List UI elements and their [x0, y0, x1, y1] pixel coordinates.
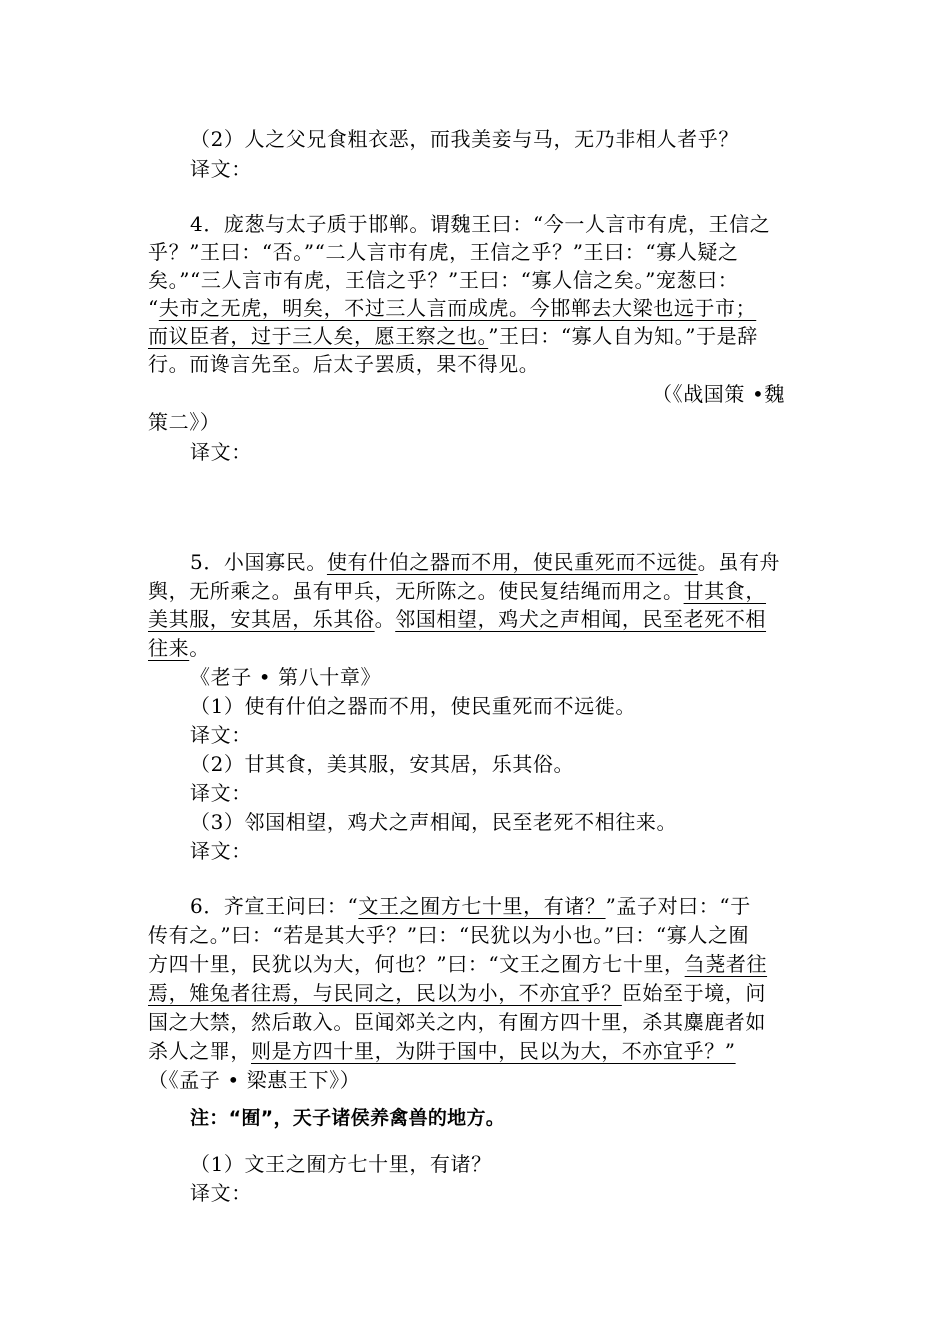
text-run: 行。而谗言先至。后太子罢质，果不得见。	[148, 352, 540, 376]
text-run: 臣始至于境，问	[621, 981, 767, 1005]
text-run: 5．小国寡民。	[190, 550, 327, 574]
text-run: 。	[189, 636, 210, 660]
text-line	[148, 979, 766, 1007]
text-line	[148, 577, 766, 605]
text-run: 注：“囿”，天子诸侯养禽兽的地方。	[190, 1107, 506, 1129]
text-run: 方四十里，民犹以为大，何也？”曰：“文王之囿方七十里，	[148, 952, 685, 976]
underlined-text: 刍荛者往	[684, 952, 768, 976]
text-run: （1）使有什伯之器而不用，使民重死而不远徙。	[190, 694, 636, 718]
text-run: 杀人之罪，	[148, 1039, 251, 1063]
text-run: 译文：	[190, 440, 252, 464]
text-line	[148, 238, 739, 266]
text-line	[190, 1179, 252, 1207]
text-line	[148, 605, 766, 633]
underlined-text: 则是方四十里，为阱于国中，民以为大，不亦宜乎？”	[251, 1039, 736, 1063]
underlined-text: 而议臣者，过于三人矣，愿王察之也。	[148, 324, 489, 348]
text-line	[190, 125, 739, 153]
text-line	[190, 721, 252, 749]
text-run: （《战国策 •魏	[652, 382, 785, 406]
text-run: 译文：	[190, 781, 252, 805]
text-run: 译文：	[190, 723, 252, 747]
text-run: 。	[374, 607, 396, 631]
text-line	[148, 634, 210, 662]
text-run: （2）人之父兄食粗衣恶，而我美妾与马，无乃非相人者乎？	[190, 127, 739, 151]
text-line	[148, 950, 767, 978]
text-line	[190, 750, 574, 778]
text-line	[190, 155, 252, 183]
underlined-text: 使有什伯之器而不用，使民重死而不远徙	[326, 550, 698, 574]
underlined-text: 往来	[148, 636, 190, 660]
text-line	[148, 921, 749, 949]
text-run: （《孟子 • 梁惠王下》）	[148, 1068, 361, 1092]
underlined-text: 甘其食，	[683, 579, 767, 603]
text-line	[148, 322, 758, 350]
text-run: 4．庞葱与太子质于邯郸。谓魏王曰：“今一人言市有虎，王信之	[190, 212, 771, 236]
text-run: 乎？”王曰：“否。”“二人言市有虎，王信之乎？”王曰：“寡人疑之	[148, 240, 739, 264]
text-line	[652, 380, 785, 408]
text-run: 矣。”“三人言市有虎，王信之乎？”王曰：“寡人信之矣。”宠葱曰：	[148, 268, 739, 292]
text-run: （2）甘其食，美其服，安其居，乐其俗。	[190, 752, 575, 776]
text-run: （3）邻国相望，鸡犬之声相闻，民至老死不相往来。	[190, 810, 678, 834]
text-line	[190, 808, 677, 836]
text-line	[190, 438, 252, 466]
text-run: 6．齐宣王问曰：“	[190, 894, 359, 918]
text-line	[190, 779, 252, 807]
text-run: 传有之。”曰：“若是其大乎？”曰：“民犹以为小也。”曰：“寡人之囿	[148, 923, 750, 947]
text-run: 《老子 • 第八十章》	[190, 665, 382, 689]
underlined-text: 文王之囿方七十里，有诸？	[358, 894, 606, 918]
text-run: （1）文王之囿方七十里，有诸？	[190, 1152, 492, 1176]
text-line	[148, 408, 220, 436]
text-line	[190, 548, 780, 576]
text-run: “	[148, 296, 159, 320]
text-line	[148, 1066, 360, 1094]
text-line	[148, 1008, 766, 1036]
text-run: 。虽有舟	[697, 550, 781, 574]
text-line	[148, 1037, 736, 1065]
text-line	[190, 1150, 492, 1178]
text-run: ”孟子对曰：“于	[605, 894, 751, 918]
text-run: 舆，无所乘之。虽有甲兵，无所陈之。使民复结绳而用之。	[148, 579, 684, 603]
text-line	[190, 692, 636, 720]
text-run: 国之大禁，然后敢入。臣闻郊关之内，有囿方四十里，杀其麋鹿者如	[148, 1010, 766, 1034]
text-line	[148, 294, 756, 322]
underlined-text: 邻国相望，鸡犬之声相闻，民至老死不相	[395, 607, 767, 631]
text-line	[190, 892, 751, 920]
text-run: 译文：	[190, 1181, 252, 1205]
text-run: 译文：	[190, 839, 252, 863]
text-line	[148, 350, 539, 378]
text-line	[190, 837, 252, 865]
text-run: 策二》）	[148, 410, 221, 434]
text-run: ”王曰：“寡人自为知。”于是辞	[488, 324, 758, 348]
text-line	[148, 266, 738, 294]
underlined-text: 美其服，安其居，乐其俗	[148, 607, 375, 631]
underlined-text: 夫市之无虎，明矣，不过三人言而成虎。今邯郸去大梁也远于市；	[158, 296, 757, 320]
text-line	[190, 663, 381, 691]
underlined-text: 焉，雉兔者往焉，与民同之，民以为小，不亦宜乎？	[148, 981, 622, 1005]
text-line	[190, 1104, 505, 1132]
text-line	[190, 210, 770, 238]
text-run: 译文：	[190, 157, 252, 181]
